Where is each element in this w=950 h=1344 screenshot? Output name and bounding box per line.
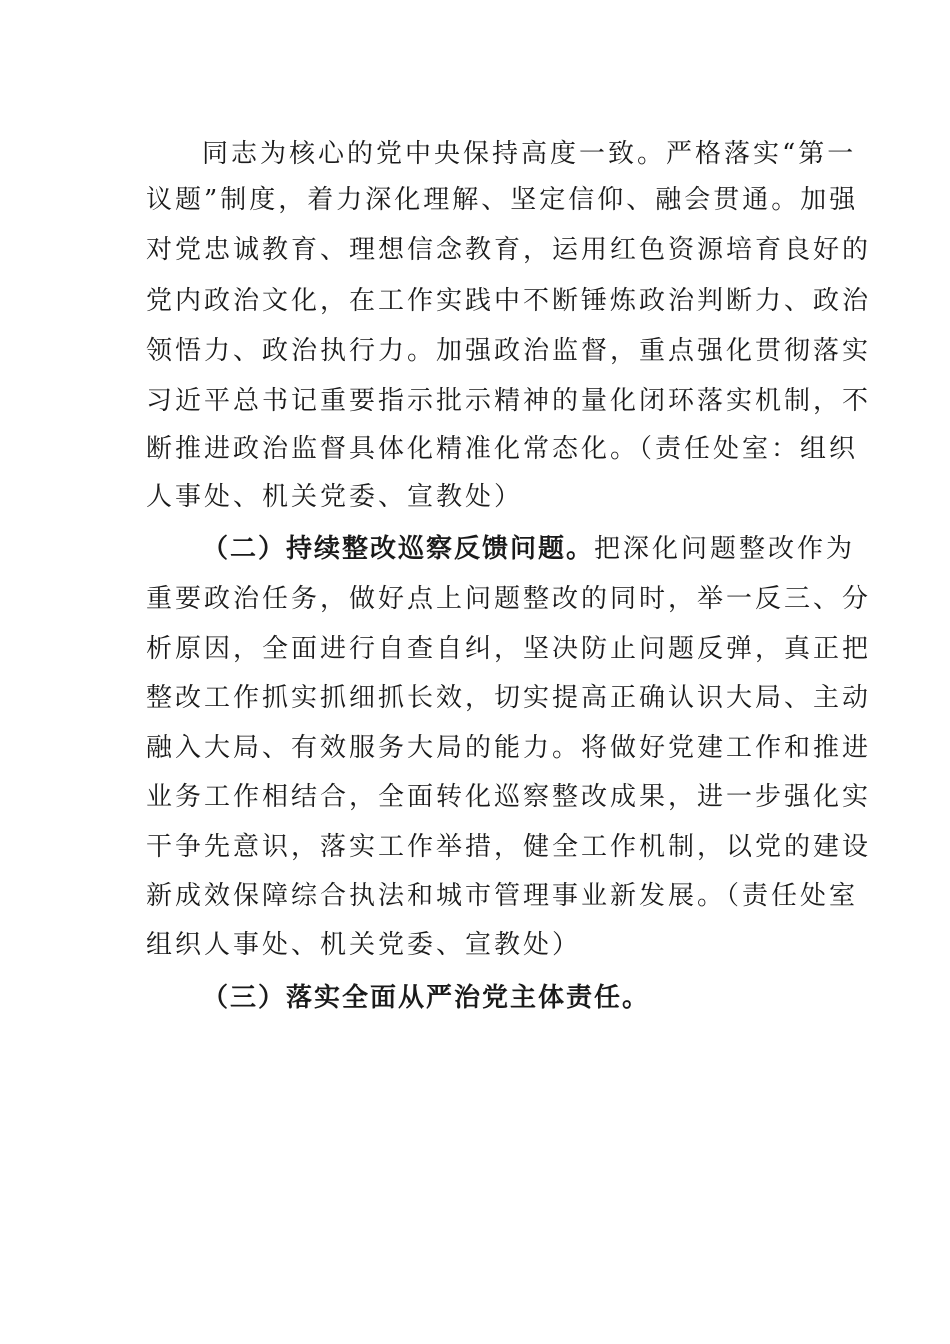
paragraph-2-line-9: 组织人事处、机关党委、宣教处） <box>146 930 582 960</box>
paragraph-1-line-1: 同志为核心的党中央保持高度一致。严格落实“第一 <box>202 139 857 169</box>
paragraph-1-line-5: 领悟力、政治执行力。加强政治监督，重点强化贯彻落实 <box>146 336 872 366</box>
paragraph-1-line-6: 习近平总书记重要指示批示精神的量化闭环落实机制，不 <box>146 386 872 416</box>
paragraph-2-line-4: 整改工作抓实抓细抓长效，切实提高正确认识大局、主动 <box>146 683 872 713</box>
paragraph-1-line-4: 党内政治文化，在工作实践中不断锤炼政治判断力、政治 <box>146 286 872 316</box>
paragraph-3-heading: （三）落实全面从严治党主体责任。 <box>202 983 651 1013</box>
paragraph-1-line-8: 人事处、机关党委、宣教处） <box>146 482 524 512</box>
paragraph-1-line-2: 议题”制度，着力深化理解、坚定信仰、融会贯通。加强 <box>146 185 859 215</box>
paragraph-2-line-3: 析原因，全面进行自查自纠，坚决防止问题反弹，真正把 <box>146 634 872 664</box>
paragraph-2-line-8: 新成效保障综合执法和城市管理事业新发展。（责任处室 <box>146 881 859 911</box>
paragraph-1-line-7: 断推进政治监督具体化精准化常态化。（责任处室：组织 <box>146 434 859 464</box>
paragraph-2-line-2: 重要政治任务，做好点上问题整改的同时，举一反三、分 <box>146 584 872 614</box>
paragraph-1-line-3: 对党忠诚教育、理想信念教育，运用红色资源培育良好的 <box>146 235 872 265</box>
paragraph-2-line-5: 融入大局、有效服务大局的能力。将做好党建工作和推进 <box>146 733 872 763</box>
paragraph-2-heading: （二）持续整改巡察反馈问题。 <box>202 534 595 564</box>
paragraph-2-line-6: 业务工作相结合，全面转化巡察整改成果，进一步强化实 <box>146 782 872 812</box>
paragraph-2-line-1 <box>202 534 855 564</box>
paragraph-2-line-7: 干争先意识，落实工作举措，健全工作机制，以党的建设 <box>146 832 872 862</box>
paragraph-2-line-1-rest: 把深化问题整改作为 <box>594 534 856 564</box>
